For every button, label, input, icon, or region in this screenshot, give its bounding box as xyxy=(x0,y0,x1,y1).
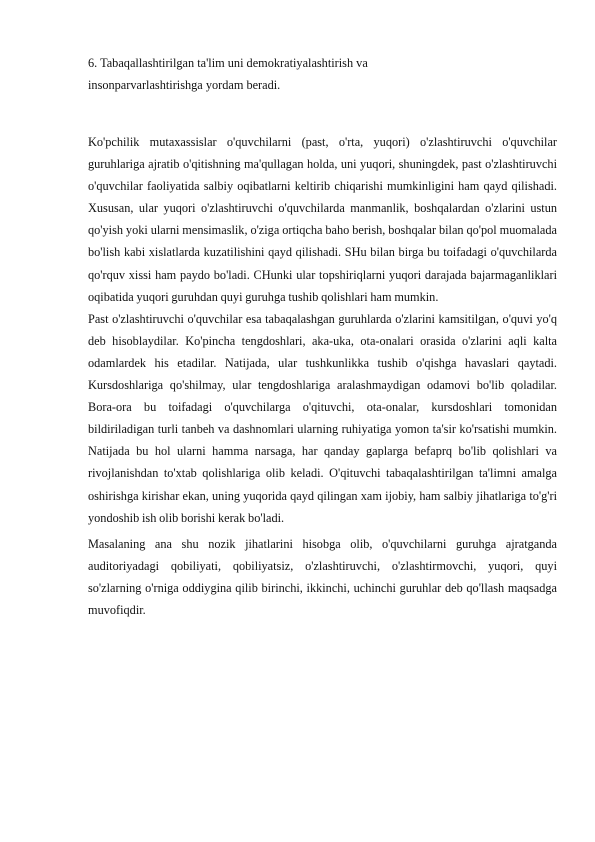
paragraph-3: Masalaning ana shu nozik jihatlarini hisobga olib, o'quvchilarni guruhga ajratganda auditoriyadagi qobiliyati, qobiliyatsiz, o'zlashtiruvchi, o'zlashtirmovchi, yuqori, quyi so'zlarning o'rniga oddiygina qilib birinchi, ikkinchi, uchinchi guruhlar deb qo'llash maqsadga muvofiqdir. xyxy=(88,536,557,617)
intro-line-2: insonparvarlashtirishga yordam beradi. xyxy=(88,78,281,92)
spacer xyxy=(88,96,557,131)
document-page xyxy=(88,52,557,625)
paragraph-1: Ko'pchilik mutaxassislar o'quvchilarni (past, o'rta, yuqori) o'zlashtiruvchi o'quvchilar guruhlariga ajratib o'qitishning ma'qullagan holda, uni yuqori, shuningdek, past o'zlashtiruvchi o'quvchilar faoliyatida salbiy oqibatlarni keltirib chiqarishi mumkinligini ham qayd qilishadi. Xususan, ular yuqori o'zlashtiruvchi o'quvchilarda manmanlik, boshqalardan o'zlarini ustun qo'yish yoki ularni mensimaslik, o'ziga ortiqcha baho berish, boshqalar bilan qo'pol muomalada bo'lish kabi xislatlarda kuzatilishini qayd qilishadi. SHu bilan birga bu toifadagi o'quvchilarda qo'rquv xissi ham paydo bo'ladi. CHunki ular topshiriqlarni yuqori darajada bajarmaganliklari oqibatida yuqori guruhdan quyi guruhga tushib qolishlari ham mumkin. xyxy=(88,135,557,304)
paragraph-2: Past o'zlashtiruvchi o'quvchilar esa tabaqalashgan guruhlarda o'zlarini kamsitilgan, o'quvi yo'q deb hisoblaydilar. Ko'pincha tengdoshlari, aka-uka, ota-onalari orasida o'zlarini aqli kalta odamlardek his etadilar. Natijada, ular tushkunlikka tushib o'qishga havaslari qaytadi. Kursdoshlariga qo'shilmay, ular tengdoshlariga aralashmaydigan odamovi bo'lib qoladilar. Bora-ora bu toifadagi o'quvchilarga o'qituvchi, ota-onalar, kursdoshlari tomonidan bildiriladigan turli tanbeh va dashnomlari ularning ruhiyatiga yomon ta'sir ko'rsatishi mumkin. Natijada bu hol ularni hamma narsaga, har qanday gaplarga befaprq bo'lib qolishlari va rivojlanishdan to'xtab qolishlariga olib keladi. O'qituvchi tabaqalashtirilgan ta'limni amalga oshirishga kirishar ekan, uning yuqorida qayd qilingan xam ijobiy, ham salbiy jihatlariga to'g'ri yondoshib ish olib borishi kerak bo'ladi. xyxy=(88,311,557,525)
intro-line-1: 6. Tabaqallashtirilgan ta'lim uni demokratiyalashtirish va xyxy=(88,56,368,70)
